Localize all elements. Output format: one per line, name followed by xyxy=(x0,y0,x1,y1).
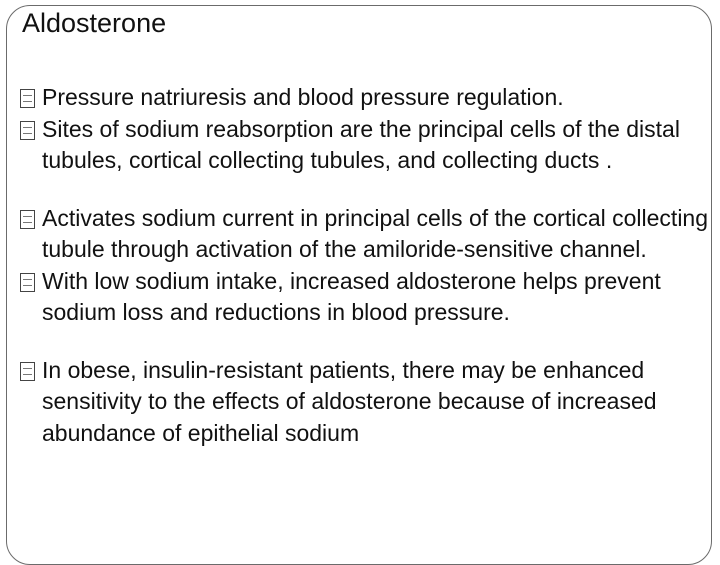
slide-title: Aldosterone xyxy=(22,8,167,38)
bullet-item xyxy=(20,266,710,329)
bullet-list xyxy=(20,82,710,449)
missing-glyph-box-icon xyxy=(20,89,35,108)
bullet-item xyxy=(20,355,710,450)
missing-glyph-box-icon xyxy=(20,273,35,292)
missing-glyph-box-icon xyxy=(20,121,35,140)
bullet-text: In obese, insulin-resistant patients, there may be enhanced sensitivity to the effects of aldosterone because of increased abundance of epithelial sodium xyxy=(42,356,657,446)
missing-glyph-box-icon xyxy=(20,210,35,229)
missing-glyph-box-icon xyxy=(20,362,35,381)
bullet-text: Sites of sodium reabsorption are the principal cells of the distal tubules, cortical collecting tubules, and collecting ducts . xyxy=(42,115,680,173)
bullet-text: Activates sodium current in principal cells of the cortical collecting tubule through activation of the amiloride-sensitive channel. xyxy=(42,204,709,262)
bullet-item xyxy=(20,203,710,266)
bullet-item xyxy=(20,82,710,114)
bullet-text: With low sodium intake, increased aldosterone helps prevent sodium loss and reductions in blood pressure. xyxy=(42,267,661,325)
bullet-text: Pressure natriuresis and blood pressure regulation. xyxy=(42,84,564,110)
bullet-item xyxy=(20,114,710,177)
